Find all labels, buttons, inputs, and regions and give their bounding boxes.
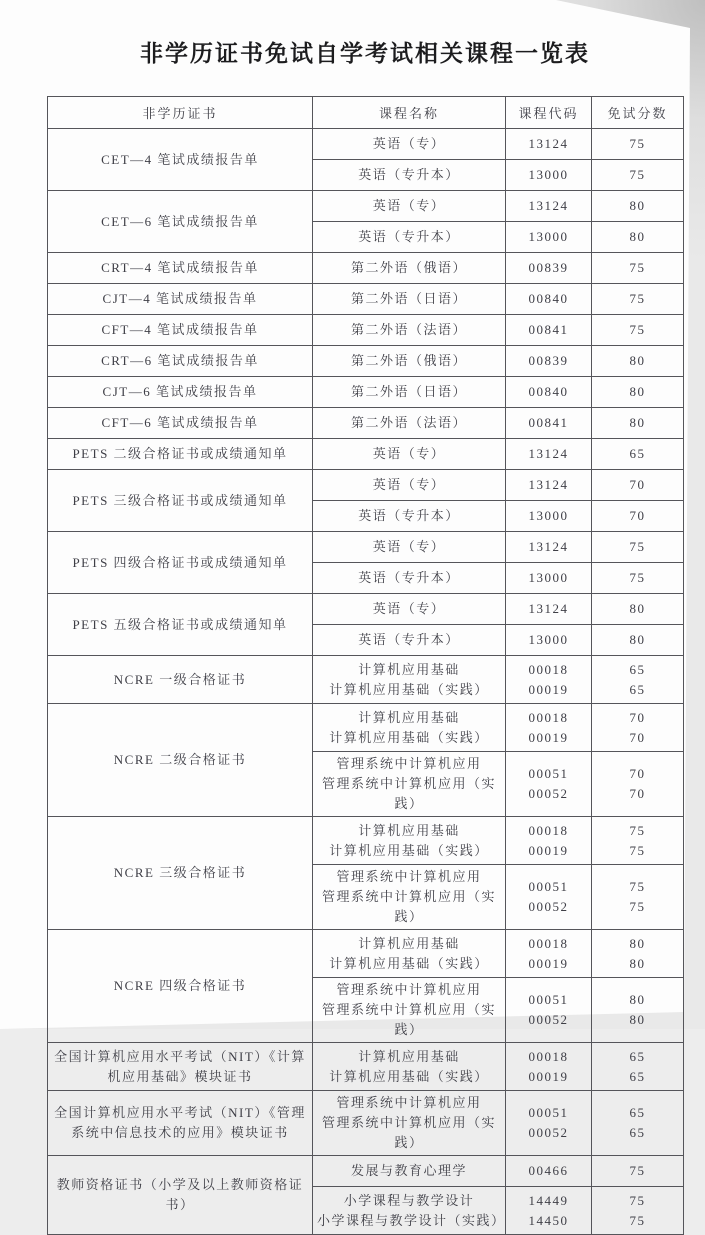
code-cell xyxy=(506,160,592,191)
cell-line: 80 xyxy=(629,935,646,951)
certificate-cell: NCRE 三级合格证书 xyxy=(48,817,313,930)
cell-line: 75 xyxy=(629,260,646,275)
certificate-cell: NCRE 一级合格证书 xyxy=(48,656,313,704)
certificate-cell: CFT—4 笔试成绩报告单 xyxy=(48,315,313,346)
certificate-cell: 全国计算机应用水平考试（NIT）《管理系统中信息技术的应用》模块证书 xyxy=(48,1091,313,1156)
course-cell xyxy=(313,470,506,501)
cell-line: 00052 xyxy=(528,786,569,801)
header-certificate: 非学历证书 xyxy=(48,97,313,129)
page-title: 非学历证书免试自学考试相关课程一览表 xyxy=(140,41,590,67)
cell-line: 13124 xyxy=(528,477,569,492)
table-row xyxy=(48,817,684,865)
code-cell xyxy=(506,656,592,704)
cell-line: 00019 xyxy=(528,681,569,697)
score-cell xyxy=(592,865,684,930)
code-cell xyxy=(506,594,592,625)
score-cell xyxy=(592,563,684,594)
cell-line: 英语（专升本） xyxy=(358,229,460,244)
score-cell xyxy=(592,978,684,1043)
cell-line: 65 xyxy=(629,681,646,697)
cell-line: 00019 xyxy=(528,1068,569,1084)
code-cell xyxy=(506,439,592,470)
table-row xyxy=(48,346,684,377)
score-cell xyxy=(592,930,684,978)
score-cell xyxy=(592,377,684,408)
cell-line: 75 xyxy=(629,291,646,306)
course-cell xyxy=(313,1091,506,1156)
course-cell xyxy=(313,253,506,284)
cell-line: 65 xyxy=(629,1105,646,1120)
code-cell xyxy=(506,222,592,253)
code-cell xyxy=(506,625,592,656)
code-cell xyxy=(506,817,592,865)
code-cell xyxy=(506,253,592,284)
cell-line: 英语（专） xyxy=(372,601,446,616)
cell-line: 第二外语（俄语） xyxy=(350,260,467,275)
cell-line: 75 xyxy=(629,1212,646,1228)
cell-line: 00840 xyxy=(528,291,569,306)
score-cell xyxy=(592,1156,684,1187)
cell-line: 80 xyxy=(629,1012,646,1027)
table-row xyxy=(48,315,684,346)
course-cell xyxy=(313,817,506,865)
cell-line: 13124 xyxy=(528,539,569,554)
cell-line: 75 xyxy=(629,1163,646,1178)
cell-line: 13124 xyxy=(528,446,569,461)
course-cell xyxy=(313,222,506,253)
header-exempt-score: 免试分数 xyxy=(592,97,684,129)
cell-line: 75 xyxy=(629,167,646,182)
cell-line: 00051 xyxy=(528,1105,569,1120)
certificate-cell: CFT—6 笔试成绩报告单 xyxy=(48,408,313,439)
cell-line: 英语（专） xyxy=(372,446,446,461)
cell-line: 小学课程与教学设计 xyxy=(343,1192,475,1208)
cell-line: 发展与教育心理学 xyxy=(350,1163,467,1178)
course-cell xyxy=(313,439,506,470)
cell-line: 80 xyxy=(629,229,646,244)
course-cell xyxy=(313,563,506,594)
course-cell xyxy=(313,501,506,532)
table-row xyxy=(48,284,684,315)
code-cell xyxy=(506,315,592,346)
code-cell xyxy=(506,191,592,222)
course-cell xyxy=(313,1187,506,1235)
score-cell xyxy=(592,284,684,315)
score-cell xyxy=(592,532,684,563)
cell-line: 75 xyxy=(629,322,646,337)
score-cell xyxy=(592,501,684,532)
code-cell xyxy=(506,1091,592,1156)
certificate-cell: CJT—4 笔试成绩报告单 xyxy=(48,284,313,315)
cell-line: 00052 xyxy=(528,1012,569,1027)
table-row xyxy=(48,439,684,470)
code-cell xyxy=(506,501,592,532)
cell-line: 70 xyxy=(629,729,646,745)
cell-line: 计算机应用基础（实践） xyxy=(329,842,489,858)
cell-line: 80 xyxy=(629,992,646,1007)
course-cell xyxy=(313,752,506,817)
cell-line: 00019 xyxy=(528,955,569,971)
cell-line: 65 xyxy=(629,1048,646,1064)
cell-line: 65 xyxy=(629,446,646,461)
certificate-cell: CET—4 笔试成绩报告单 xyxy=(48,129,313,191)
score-cell xyxy=(592,222,684,253)
score-cell xyxy=(592,191,684,222)
code-cell xyxy=(506,1043,592,1091)
cell-line: 70 xyxy=(629,766,646,781)
course-cell xyxy=(313,408,506,439)
certificate-cell: CRT—6 笔试成绩报告单 xyxy=(48,346,313,377)
code-cell xyxy=(506,408,592,439)
cell-line: 00466 xyxy=(528,1163,569,1178)
table-row xyxy=(48,470,684,501)
cell-line: 管理系统中计算机应用（实践） xyxy=(321,1002,496,1037)
score-cell xyxy=(592,408,684,439)
cell-line: 70 xyxy=(629,477,646,492)
cell-line: 75 xyxy=(629,822,646,838)
cell-line: 管理系统中计算机应用（实践） xyxy=(321,776,496,811)
table-body xyxy=(48,129,684,1235)
table-row xyxy=(48,253,684,284)
cell-line: 00018 xyxy=(528,1048,569,1064)
score-cell xyxy=(592,129,684,160)
certificate-cell: CRT—4 笔试成绩报告单 xyxy=(48,253,313,284)
cell-line: 14449 xyxy=(528,1192,569,1208)
score-cell xyxy=(592,1187,684,1235)
table-row xyxy=(48,704,684,752)
cell-line: 80 xyxy=(629,198,646,213)
cell-line: 00018 xyxy=(528,709,569,725)
cell-line: 75 xyxy=(629,899,646,914)
code-cell xyxy=(506,470,592,501)
table-row xyxy=(48,532,684,563)
certificate-cell: CET—6 笔试成绩报告单 xyxy=(48,191,313,253)
course-cell xyxy=(313,284,506,315)
certificate-cell: PETS 三级合格证书或成绩通知单 xyxy=(48,470,313,532)
cell-line: 第二外语（法语） xyxy=(350,415,467,430)
cell-line: 75 xyxy=(629,136,646,151)
cell-line: 75 xyxy=(629,570,646,585)
score-cell xyxy=(592,625,684,656)
cell-line: 65 xyxy=(629,661,646,677)
course-cell xyxy=(313,978,506,1043)
cell-line: 英语（专升本） xyxy=(358,570,460,585)
course-cell xyxy=(313,346,506,377)
cell-line: 英语（专） xyxy=(372,477,446,492)
cell-line: 13000 xyxy=(528,508,569,523)
score-cell xyxy=(592,704,684,752)
code-cell xyxy=(506,1187,592,1235)
cell-line: 70 xyxy=(629,508,646,523)
score-cell xyxy=(592,439,684,470)
cell-line: 00841 xyxy=(528,415,569,430)
header-course-name: 课程名称 xyxy=(313,97,506,129)
cell-line: 13124 xyxy=(528,136,569,151)
cell-line: 75 xyxy=(629,539,646,554)
table-row xyxy=(48,1043,684,1091)
cell-line: 管理系统中计算机应用 xyxy=(336,982,482,997)
score-cell xyxy=(592,594,684,625)
table-row xyxy=(48,377,684,408)
score-cell xyxy=(592,253,684,284)
course-cell xyxy=(313,532,506,563)
cell-line: 00019 xyxy=(528,729,569,745)
code-cell xyxy=(506,930,592,978)
code-cell xyxy=(506,865,592,930)
code-cell xyxy=(506,284,592,315)
certificate-cell: 全国计算机应用水平考试（NIT）《计算机应用基础》模块证书 xyxy=(48,1043,313,1091)
cell-line: 00839 xyxy=(528,260,569,275)
certificate-cell: PETS 二级合格证书或成绩通知单 xyxy=(48,439,313,470)
cell-line: 13000 xyxy=(528,229,569,244)
cell-line: 13124 xyxy=(528,601,569,616)
cell-line: 小学课程与教学设计（实践） xyxy=(317,1212,506,1228)
cell-line: 英语（专升本） xyxy=(358,508,460,523)
cell-line: 80 xyxy=(629,601,646,616)
cell-line: 英语（专） xyxy=(372,198,446,213)
cell-line: 13000 xyxy=(528,570,569,585)
cell-line: 70 xyxy=(629,709,646,725)
cell-line: 80 xyxy=(629,632,646,647)
cell-line: 00839 xyxy=(528,353,569,368)
cell-line: 65 xyxy=(629,1068,646,1084)
course-cell xyxy=(313,1043,506,1091)
course-cell xyxy=(313,625,506,656)
cell-line: 第二外语（俄语） xyxy=(350,353,467,368)
cell-line: 计算机应用基础 xyxy=(358,1048,460,1064)
cell-line: 管理系统中计算机应用（实践） xyxy=(321,889,496,924)
cell-line: 英语（专升本） xyxy=(358,632,460,647)
cell-line: 13000 xyxy=(528,632,569,647)
cell-line: 00840 xyxy=(528,384,569,399)
table-row xyxy=(48,656,684,704)
cell-line: 70 xyxy=(629,786,646,801)
cell-line: 管理系统中计算机应用（实践） xyxy=(321,1115,496,1150)
course-cell xyxy=(313,704,506,752)
cell-line: 80 xyxy=(629,384,646,399)
certificate-cell: NCRE 二级合格证书 xyxy=(48,704,313,817)
table-row xyxy=(48,930,684,978)
certificate-cell: CJT—6 笔试成绩报告单 xyxy=(48,377,313,408)
cell-line: 00051 xyxy=(528,992,569,1007)
table-header-row xyxy=(48,97,684,129)
cell-line: 管理系统中计算机应用 xyxy=(336,869,482,884)
cell-line: 13124 xyxy=(528,198,569,213)
code-cell xyxy=(506,704,592,752)
score-cell xyxy=(592,1043,684,1091)
cell-line: 计算机应用基础（实践） xyxy=(329,1068,489,1084)
document-table xyxy=(47,96,684,1235)
certificate-cell: PETS 四级合格证书或成绩通知单 xyxy=(48,532,313,594)
cell-line: 00841 xyxy=(528,322,569,337)
cell-line: 65 xyxy=(629,1125,646,1140)
course-cell xyxy=(313,594,506,625)
score-cell xyxy=(592,752,684,817)
code-cell xyxy=(506,1156,592,1187)
course-cell xyxy=(313,191,506,222)
cell-line: 80 xyxy=(629,353,646,368)
course-cell xyxy=(313,160,506,191)
cell-line: 计算机应用基础（实践） xyxy=(329,955,489,971)
course-cell xyxy=(313,129,506,160)
cell-line: 管理系统中计算机应用 xyxy=(336,756,482,771)
score-cell xyxy=(592,817,684,865)
cell-line: 00018 xyxy=(528,661,569,677)
score-cell xyxy=(592,656,684,704)
course-cell xyxy=(313,656,506,704)
cell-line: 英语（专升本） xyxy=(358,167,460,182)
course-cell xyxy=(313,865,506,930)
cell-line: 第二外语（法语） xyxy=(350,322,467,337)
cell-line: 14450 xyxy=(528,1212,569,1228)
code-cell xyxy=(506,377,592,408)
score-cell xyxy=(592,160,684,191)
cell-line: 00051 xyxy=(528,766,569,781)
table-row xyxy=(48,408,684,439)
course-cell xyxy=(313,377,506,408)
table-row xyxy=(48,1091,684,1156)
table-row xyxy=(48,191,684,222)
cell-line: 00052 xyxy=(528,899,569,914)
code-cell xyxy=(506,752,592,817)
code-cell xyxy=(506,563,592,594)
course-cell xyxy=(313,1156,506,1187)
cell-line: 75 xyxy=(629,842,646,858)
cell-line: 00018 xyxy=(528,822,569,838)
score-cell xyxy=(592,315,684,346)
table-row xyxy=(48,594,684,625)
table-row xyxy=(48,1156,684,1187)
cell-line: 第二外语（日语） xyxy=(350,291,467,306)
cell-line: 英语（专） xyxy=(372,136,446,151)
cell-line: 计算机应用基础 xyxy=(358,935,460,951)
code-cell xyxy=(506,978,592,1043)
cell-line: 00051 xyxy=(528,879,569,894)
cell-line: 英语（专） xyxy=(372,539,446,554)
cell-line: 80 xyxy=(629,955,646,971)
cell-line: 第二外语（日语） xyxy=(350,384,467,399)
certificate-cell: NCRE 四级合格证书 xyxy=(48,930,313,1043)
header-course-code: 课程代码 xyxy=(506,97,592,129)
cell-line: 计算机应用基础 xyxy=(358,661,460,677)
cell-line: 计算机应用基础（实践） xyxy=(329,681,489,697)
cell-line: 计算机应用基础（实践） xyxy=(329,729,489,745)
cell-line: 13000 xyxy=(528,167,569,182)
code-cell xyxy=(506,346,592,377)
cell-line: 75 xyxy=(629,1192,646,1208)
cell-line: 00052 xyxy=(528,1125,569,1140)
cell-line: 75 xyxy=(629,879,646,894)
table-row xyxy=(48,129,684,160)
cell-line: 00018 xyxy=(528,935,569,951)
cell-line: 80 xyxy=(629,415,646,430)
score-cell xyxy=(592,346,684,377)
cell-line: 00019 xyxy=(528,842,569,858)
cell-line: 计算机应用基础 xyxy=(358,822,460,838)
cell-line: 计算机应用基础 xyxy=(358,709,460,725)
score-cell xyxy=(592,470,684,501)
cell-line: 管理系统中计算机应用 xyxy=(336,1095,482,1110)
course-cell xyxy=(313,930,506,978)
code-cell xyxy=(506,532,592,563)
course-cell xyxy=(313,315,506,346)
code-cell xyxy=(506,129,592,160)
score-cell xyxy=(592,1091,684,1156)
certificate-cell: 教师资格证书（小学及以上教师资格证书） xyxy=(48,1156,313,1235)
certificate-cell: PETS 五级合格证书或成绩通知单 xyxy=(48,594,313,656)
